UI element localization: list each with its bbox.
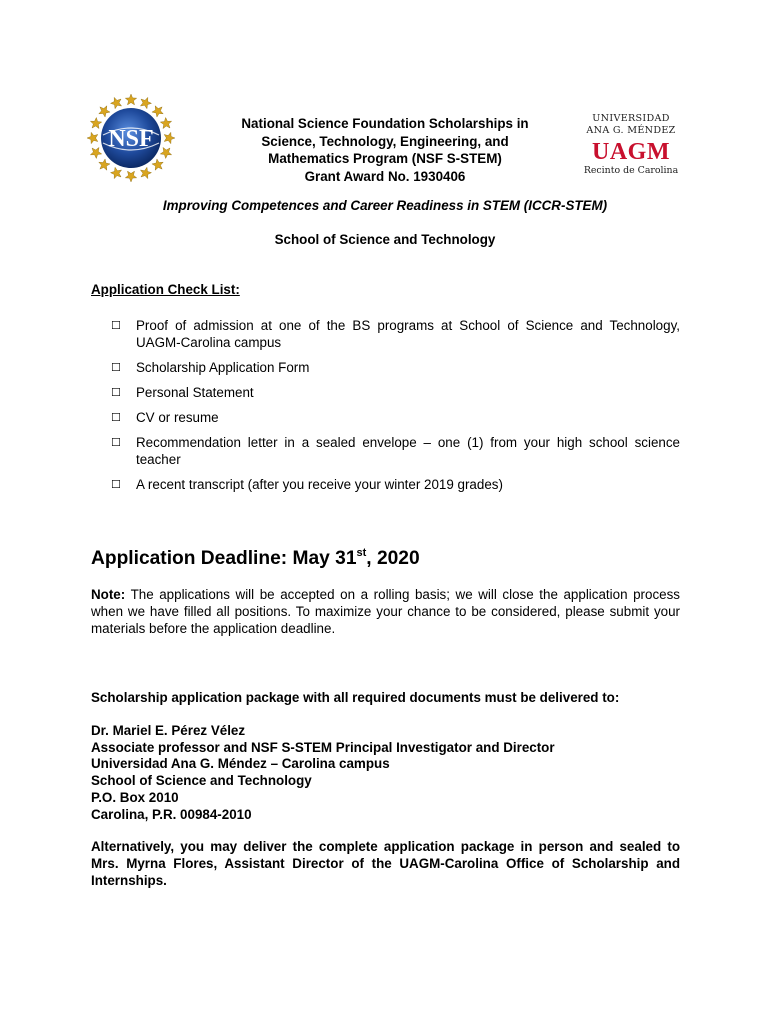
address-line: P.O. Box 2010	[91, 789, 179, 805]
uagm-logo-wordmark: UAGM	[592, 139, 670, 165]
alternative-delivery-paragraph: Alternatively, you may deliver the complete application package in person and sealed to Mrs. Myrna Flores, Assistant Director of the UAGM-Carolina Office of Scholarship and Internships.	[91, 839, 680, 888]
nsf-star-icon	[160, 117, 171, 128]
nsf-star-icon	[110, 167, 121, 178]
package-heading: Scholarship application package with all required documents must be delivered to:	[91, 690, 620, 705]
address-line: Carolina, P.R. 00984-2010	[91, 806, 252, 822]
note-text: The applications will be accepted on a rolling basis; we will close the application process when we have filled all positions. To maximize your chance to be considered, please submit your materials before the application deadline.	[91, 587, 680, 636]
program-title-line: Mathematics Program (NSF S-STEM)	[268, 151, 502, 167]
nsf-star-icon	[99, 159, 110, 170]
checkbox-icon[interactable]: ☐	[111, 360, 121, 374]
program-title-line: Grant Award No. 1930406	[304, 168, 466, 184]
checklist-item-text: Personal Statement	[136, 384, 254, 400]
note-paragraph	[91, 586, 680, 637]
address-line: School of Science and Technology	[91, 773, 312, 789]
address-line: Universidad Ana G. Méndez – Carolina campus	[91, 756, 390, 772]
nsf-star-icon	[99, 106, 110, 117]
address-line: Dr. Mariel E. Pérez Vélez	[91, 723, 246, 738]
checklist-item-text: Recommendation letter in a sealed envelope – one (1) from your high school science teacher	[136, 435, 680, 467]
program-title	[210, 115, 560, 185]
nsf-star-icon	[90, 147, 101, 158]
program-title-line: National Science Foundation Scholarships in	[241, 116, 529, 131]
nsf-star-icon	[160, 147, 171, 158]
address-line: Associate professor and NSF S-STEM Principal Investigator and Director	[91, 739, 555, 755]
uagm-logo	[583, 113, 679, 176]
program-title-line: Science, Technology, Engineering, and	[261, 133, 509, 149]
nsf-star-icon	[140, 167, 151, 178]
checkbox-icon[interactable]: ☐	[111, 436, 121, 450]
nsf-star-icon	[87, 132, 98, 143]
checkbox-icon[interactable]: ☐	[111, 319, 121, 332]
project-subtitle: Improving Competences and Career Readiness in STEM (ICCR-STEM)	[162, 198, 608, 213]
checkbox-icon[interactable]: ☐	[111, 385, 121, 399]
note-label: Note:	[91, 587, 126, 602]
deadline-superscript: st	[356, 547, 367, 559]
checklist	[111, 318, 680, 502]
application-deadline	[91, 547, 420, 571]
checklist-item	[111, 318, 680, 351]
nsf-star-icon	[164, 132, 175, 143]
nsf-star-icon	[152, 159, 163, 170]
checklist-item	[111, 477, 680, 494]
school-name: School of Science and Technology	[274, 232, 496, 247]
deadline-suffix: , 2020	[366, 548, 420, 569]
checklist-item	[111, 385, 680, 402]
nsf-star-icon	[152, 106, 163, 117]
nsf-logo-text: NSF	[108, 126, 154, 152]
nsf-logo	[86, 93, 176, 183]
checklist-item-text: Scholarship Application Form	[136, 359, 310, 375]
checkbox-icon[interactable]: ☐	[111, 411, 121, 425]
nsf-star-icon	[140, 97, 151, 108]
checklist-item	[111, 410, 680, 427]
checklist-item-text: CV or resume	[136, 410, 219, 426]
checklist-item	[111, 360, 680, 377]
nsf-star-icon	[110, 97, 121, 108]
deadline-prefix: Application Deadline: May 31	[91, 548, 357, 569]
checklist-heading: Application Check List:	[91, 282, 240, 297]
mailing-address	[91, 723, 555, 823]
uagm-logo-line: ANA G. MÉNDEZ	[586, 125, 676, 136]
checklist-item	[111, 435, 680, 468]
checklist-item-text: Proof of admission at one of the BS programs at School of Science and Technology, UAGM-Carolina campus	[136, 318, 680, 350]
uagm-logo-line: UNIVERSIDAD	[592, 113, 670, 124]
nsf-star-icon	[125, 94, 136, 105]
checkbox-icon[interactable]: ☐	[111, 478, 121, 492]
uagm-logo-campus: Recinto de Carolina	[583, 165, 679, 176]
nsf-star-icon	[90, 117, 101, 128]
checklist-item-text: A recent transcript (after you receive your winter 2019 grades)	[136, 477, 503, 493]
nsf-star-icon	[125, 171, 136, 182]
